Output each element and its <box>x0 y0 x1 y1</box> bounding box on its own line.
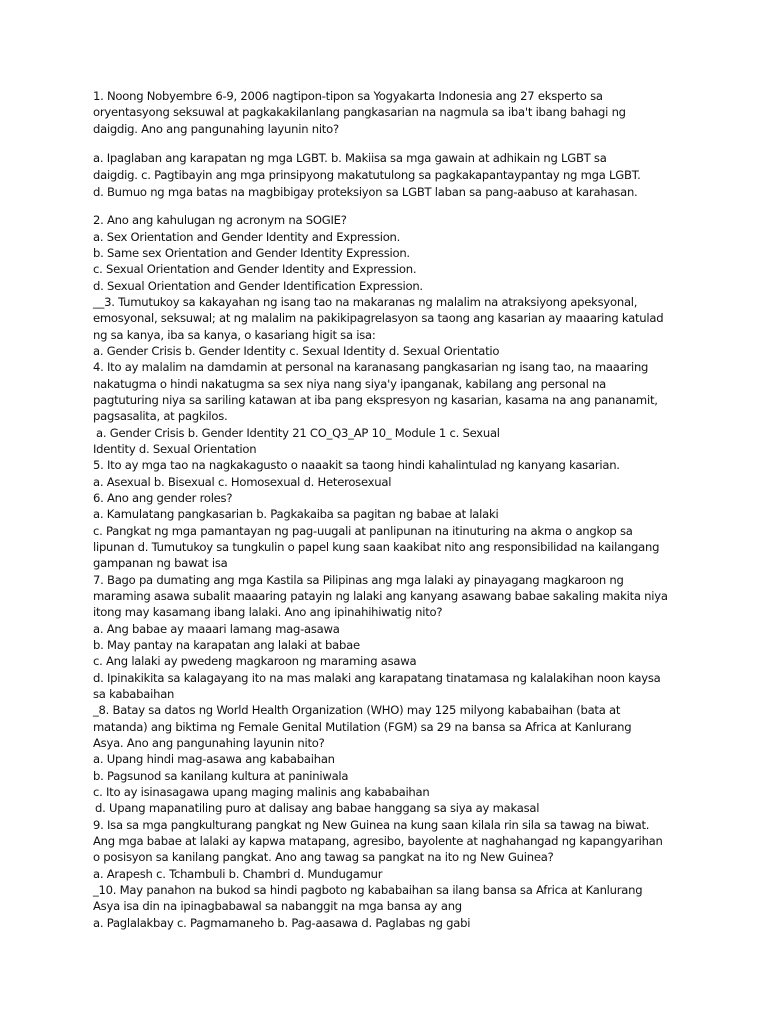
text-line: Identity d. Sexual Orientation <box>93 442 257 456</box>
text-line: oryentasyong seksuwal at pagkakakilanlang pangkasarian na nagmula sa iba't ibang bahagi ng <box>93 105 626 119</box>
text-line: a. Upang hindi mag-asawa ang kababaihan <box>93 752 335 766</box>
text-line: maraming asawa subalit maaaring patayin ng lalaki ang kanyang asawang babae sakaling makita niya <box>93 589 668 603</box>
text-line: c. Sexual Orientation and Gender Identity and Expression. <box>93 262 417 276</box>
text-line: gampanan ng bawat isa <box>93 556 228 570</box>
text-line: a. Gender Crisis b. Gender Identity c. Sexual Identity d. Sexual Orientatio <box>93 344 500 358</box>
text-line: a. Arapesh c. Tchambuli b. Chambri d. Mundugamur <box>93 867 383 881</box>
text-line: lipunan d. Tumutukoy sa tungkulin o papel kung saan kaakibat nito ang responsibilidad na kailangang <box>93 540 660 554</box>
text-line: a. Paglalakbay c. Pagmamaneho b. Pag-aasawa d. Paglabas ng gabi <box>93 916 471 930</box>
text-line: Asya. Ano ang pangunahing layunin nito? <box>93 736 325 750</box>
text-line: 9. Isa sa mga pangkulturang pangkat ng New Guinea na kung saan kilala rin sila sa tawag na biwat. <box>93 818 650 832</box>
text-line: a. Asexual b. Bisexual c. Homosexual d. Heterosexual <box>93 475 392 489</box>
text-line: matanda) ang biktima ng Female Genital Mutilation (FGM) sa 29 na bansa sa Africa at Kanlurang <box>93 720 632 734</box>
text-line: emosyonal, seksuwal; at ng malalim na pakikipagrelasyon sa taong ang kasarian ay maaaring katulad <box>93 311 664 325</box>
text-line: _8. Batay sa datos ng World Health Organization (WHO) may 125 milyong kababaihan (bata at <box>93 703 621 717</box>
text-line: 5. Ito ay mga tao na nagkakagusto o naaakit sa taong hindi kahalintulad ng kanyang kasarian. <box>93 458 620 472</box>
text-line: daigdig. c. Pagtibayin ang mga prinsipyong makatutulong sa pagkakapantaypantay ng mga LGBT. <box>93 168 641 182</box>
text-line: 2. Ano ang kahulugan ng acronym na SOGIE? <box>93 213 347 227</box>
text-line: ng sa kanya, iba sa kanya, o kasariang higit sa isa: <box>93 328 376 342</box>
text-line: a. Ipaglaban ang karapatan ng mga LGBT. b. Makiisa sa mga gawain at adhikain ng LGBT sa <box>93 151 607 165</box>
text-line: d. Upang mapanatiling puro at dalisay ang babae hanggang sa siya ay makasal <box>95 801 540 815</box>
text-line: Asya isa din na ipinagbabawal sa nabanggit na mga bansa ay ang <box>93 899 462 913</box>
text-line: Ang mga babae at lalaki ay kapwa matapang, agresibo, bayolente at naghahangad ng kapangyarihan <box>93 834 663 848</box>
text-line: b. Pagsunod sa kanilang kultura at paniniwala <box>93 769 349 783</box>
text-line: pagtuturing niya sa sariling katawan at iba pang ekspresyon ng kasarian, kasama na ang pananamit, <box>93 393 658 407</box>
text-line: o posisyon sa kanilang pangkat. Ano ang tawag sa pangkat na ito ng New Guinea? <box>93 850 554 864</box>
text-line: c. Pangkat ng mga pamantayan ng pag-uugali at panlipunan na itinuturing na akma o angkop sa <box>93 524 633 538</box>
text-line: c. Ito ay isinasagawa upang maging malinis ang kababaihan <box>93 785 430 799</box>
text-line: a. Sex Orientation and Gender Identity and Expression. <box>93 230 401 244</box>
text-line: sa kababaihan <box>93 687 175 701</box>
text-line: 7. Bago pa dumating ang mga Kastila sa Pilipinas ang mga lalaki ay pinayagang magkaroon ng <box>93 573 624 587</box>
text-line: 6. Ano ang gender roles? <box>93 491 233 505</box>
text-line: nakatugma o hindi nakatugma sa sex niya nang siya'y ipanganak, kabilang ang personal na <box>93 377 607 391</box>
text-line: pagsasalita, at pagkilos. <box>93 409 228 423</box>
text-line: _10. May panahon na bukod sa hindi pagboto ng kababaihan sa ilang bansa sa Africa at Kanlurang <box>93 883 643 897</box>
text-line: b. Same sex Orientation and Gender Identity Expression. <box>93 246 410 260</box>
text-line: a. Gender Crisis b. Gender Identity 21 CO_Q3_AP 10_ Module 1 c. Sexual <box>96 426 500 440</box>
text-line: daigdig. Ano ang pangunahing layunin nito? <box>93 122 339 136</box>
text-line: 4. Ito ay malalim na damdamin at personal na karanasang pangkasarian ng isang tao, na maaaring <box>93 360 649 374</box>
text-line: __3. Tumutukoy sa kakayahan ng isang tao na makaranas ng malalim na atraksiyong apeksyonal, <box>93 295 638 309</box>
text-line: a. Ang babae ay maaari lamang mag-asawa <box>93 622 340 636</box>
text-line: 1. Noong Nobyembre 6-9, 2006 nagtipon-tipon sa Yogyakarta Indonesia ang 27 eksperto sa <box>93 89 603 103</box>
text-line: itong may kasamang ibang lalaki. Ano ang ipinahihiwatig nito? <box>93 605 443 619</box>
text-line: b. May pantay na karapatan ang lalaki at babae <box>93 638 360 652</box>
text-line: d. Bumuo ng mga batas na magbibigay proteksiyon sa LGBT laban sa pang-aabuso at karahasan. <box>93 185 638 199</box>
text-line: d. Sexual Orientation and Gender Identification Expression. <box>93 279 423 293</box>
text-line: a. Kamulatang pangkasarian b. Pagkakaiba sa pagitan ng babae at lalaki <box>93 507 499 521</box>
text-line: c. Ang lalaki ay pwedeng magkaroon ng maraming asawa <box>93 654 417 668</box>
text-line: d. Ipinakikita sa kalagayang ito na mas malaki ang karapatang tinatamasa ng kalalakihan noon kaysa <box>93 671 661 685</box>
